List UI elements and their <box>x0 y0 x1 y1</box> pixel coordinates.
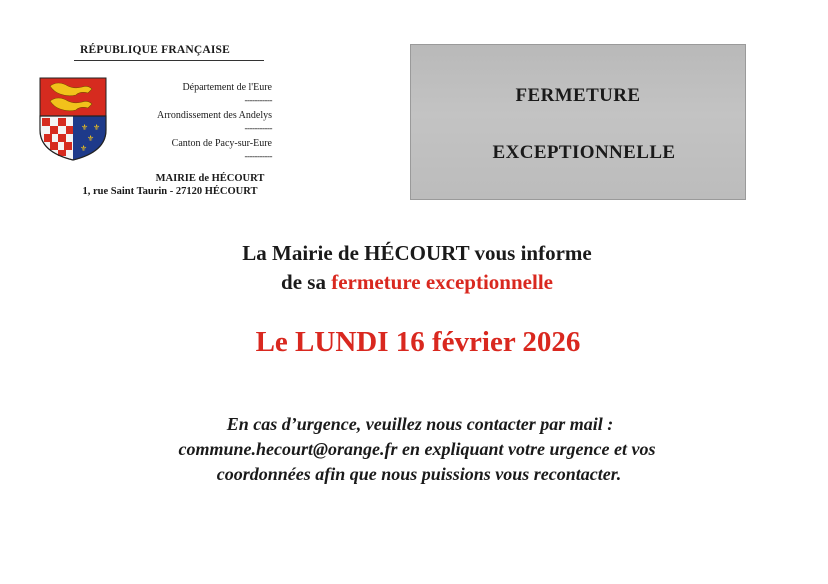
separator: ----------- <box>244 95 272 105</box>
separator: ----------- <box>244 151 272 161</box>
mairie-letterhead <box>36 44 276 204</box>
banner-title-line-1: FERMETURE <box>515 85 641 106</box>
emergency-contact <box>0 412 828 487</box>
canton-label: Canton de Pacy-sur-Eure <box>171 138 272 149</box>
coat-of-arms-icon <box>36 74 110 162</box>
svg-text:⚜: ⚜ <box>80 144 88 153</box>
republic-underline <box>74 60 264 61</box>
separator: ----------- <box>244 123 272 133</box>
contact-line-2: commune.hecourt@orange.fr en expliquant votre urgence et vos <box>178 439 656 459</box>
republic-heading: RÉPUBLIQUE FRANÇAISE <box>80 44 231 56</box>
banner-title-line-2: EXCEPTIONNELLE <box>492 142 676 163</box>
closure-banner <box>410 44 746 200</box>
notice-closure <box>3 268 828 296</box>
contact-line-3: coordonnées afin que nous puissions vous recontacter. <box>216 464 622 484</box>
department-label: Département de l'Eure <box>182 82 272 93</box>
notice-closure-prefix: de sa <box>281 270 332 294</box>
notice-intro: La Mairie de HÉCOURT vous informe <box>242 241 592 265</box>
svg-text:⚜: ⚜ <box>87 134 95 143</box>
mairie-address: 1, rue Saint Taurin - 27120 HÉCOURT <box>82 186 258 197</box>
contact-line-1: En cas d’urgence, veuillez nous contacter par mail : <box>226 414 614 434</box>
svg-text:⚜: ⚜ <box>93 123 101 132</box>
svg-text:⚜: ⚜ <box>81 123 89 132</box>
administrative-info <box>124 82 272 166</box>
closure-date: Le LUNDI 16 février 2026 <box>255 326 581 358</box>
arrondissement-label: Arrondissement des Andelys <box>157 110 272 121</box>
mairie-name: MAIRIE de HÉCOURT <box>155 173 265 184</box>
notice-closure-highlight: fermeture exceptionnelle <box>331 270 553 294</box>
